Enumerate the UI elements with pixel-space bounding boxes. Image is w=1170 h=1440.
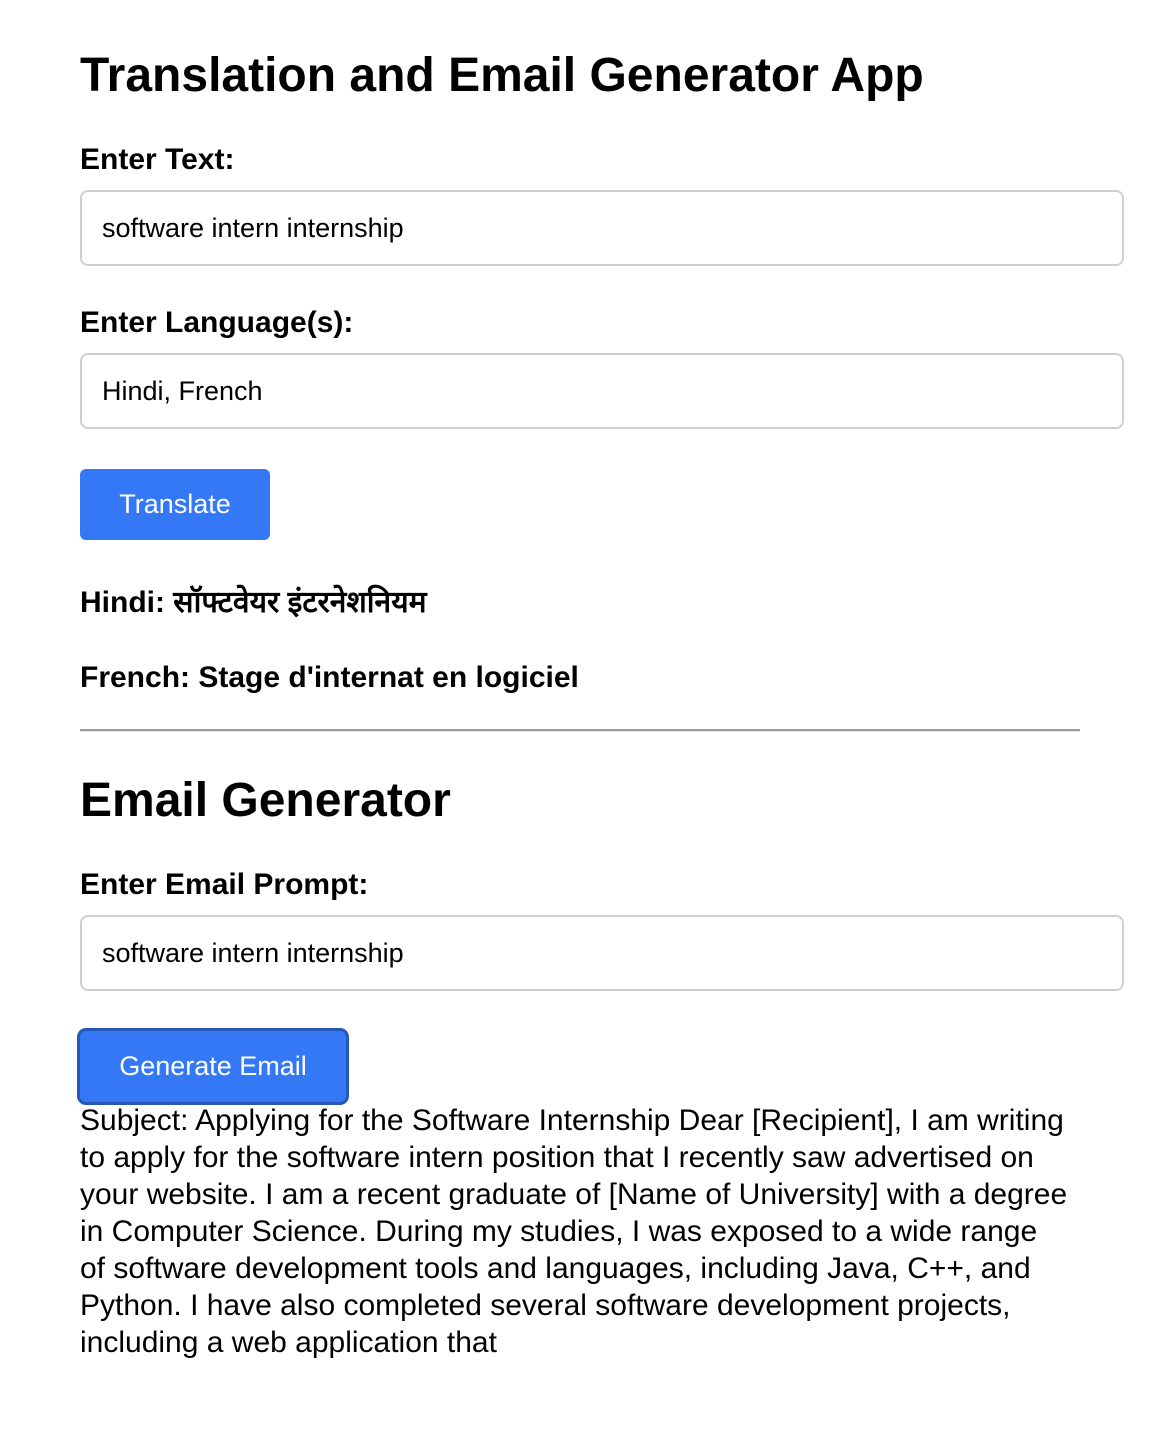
section-divider — [80, 729, 1080, 732]
email-prompt-input[interactable] — [80, 915, 1124, 991]
email-prompt-label: Enter Email Prompt: — [80, 868, 369, 901]
generate-email-button[interactable]: Generate Email — [80, 1031, 346, 1102]
email-generator-title: Email Generator — [80, 774, 451, 827]
generated-email-output: Subject: Applying for the Software Internship Dear [Recipient], I am writing to apply for the software intern position that I recently saw advertised on your website. I am a recent graduate of [Name of University] with a degree in Computer Science. During my studies, I was exposed to a wide range of software development tools and languages, including Java, C++, and Python. I have also completed several software development projects, including a web application that — [80, 1104, 1068, 1359]
translation-result-french: French: Stage d'internat en logiciel — [80, 661, 579, 694]
enter-text-label: Enter Text: — [80, 143, 235, 176]
page-title: Translation and Email Generator App — [80, 49, 924, 102]
translation-result-hindi: Hindi: सॉफ्टवेयर इंटरनेशनियम — [80, 586, 427, 619]
text-input[interactable] — [80, 190, 1124, 266]
translate-button[interactable]: Translate — [80, 469, 270, 540]
language-input[interactable] — [80, 353, 1124, 429]
enter-language-label: Enter Language(s): — [80, 306, 354, 339]
